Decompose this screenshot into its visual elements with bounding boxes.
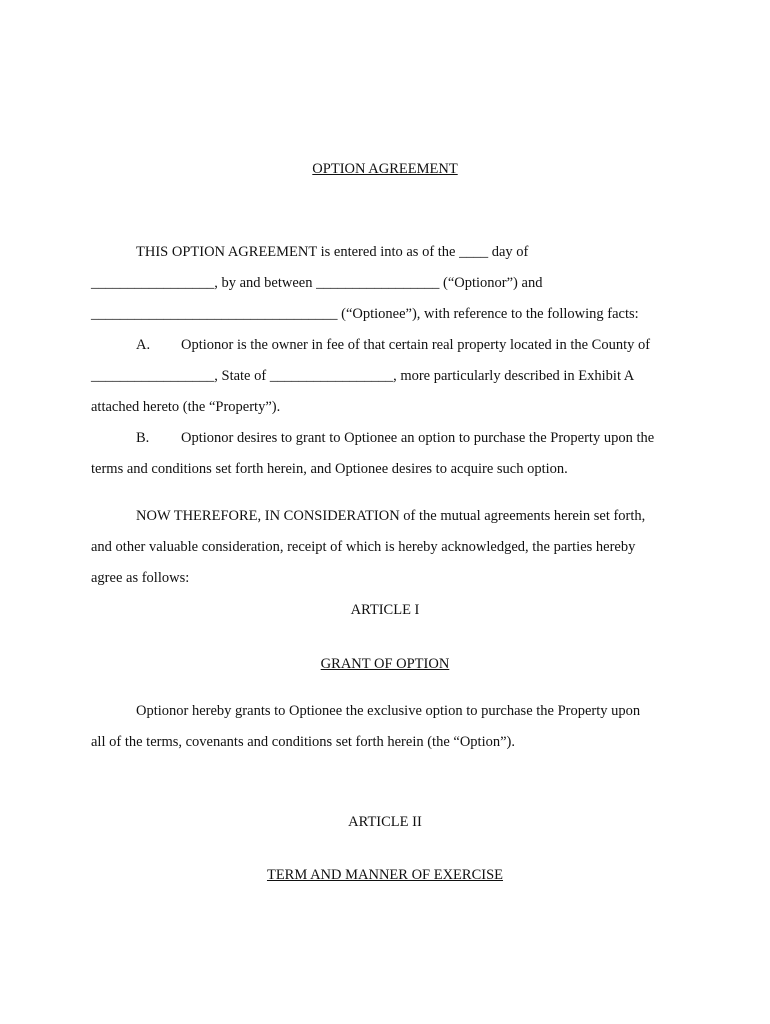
recital-b-line-2: terms and conditions set forth herein, and Optionee desires to acquire such option. (91, 461, 568, 477)
document-title: OPTION AGREEMENT (312, 161, 458, 177)
article-1-line-1: Optionor hereby grants to Optionee the exclusive option to purchase the Property upon (136, 703, 641, 719)
article-1-heading: GRANT OF OPTION (320, 656, 450, 672)
consideration-line-1: NOW THEREFORE, IN CONSIDERATION of the mutual agreements herein set forth, (136, 508, 646, 524)
article-2-number: ARTICLE II (348, 814, 422, 830)
consideration-line-3: agree as follows: (91, 570, 190, 586)
intro-line-1: THIS OPTION AGREEMENT is entered into as of the ____ day of (136, 244, 529, 260)
article-1-number: ARTICLE I (350, 602, 420, 618)
article-2-heading: TERM AND MANNER OF EXERCISE (266, 867, 504, 883)
recital-a-label: A. (136, 337, 151, 353)
consideration-line-2: and other valuable consideration, receipt of which is hereby acknowledged, the parties hereby (91, 539, 636, 555)
intro-line-2: _________________, by and between _________________ (“Optionor”) and (91, 275, 543, 291)
recital-b-label: B. (136, 430, 150, 446)
recital-a-line-1: Optionor is the owner in fee of that certain real property located in the County of (181, 337, 651, 353)
intro-line-3: __________________________________ (“Optionee”), with reference to the following facts: (91, 306, 639, 322)
recital-a-line-3: attached hereto (the “Property”). (91, 399, 281, 415)
recital-b-line-1: Optionor desires to grant to Optionee an option to purchase the Property upon the (181, 430, 655, 446)
recital-a-line-2: _________________, State of _________________, more particularly described in Exhibit A (91, 368, 635, 384)
article-1-line-2: all of the terms, covenants and conditions set forth herein (the “Option”). (91, 734, 515, 750)
